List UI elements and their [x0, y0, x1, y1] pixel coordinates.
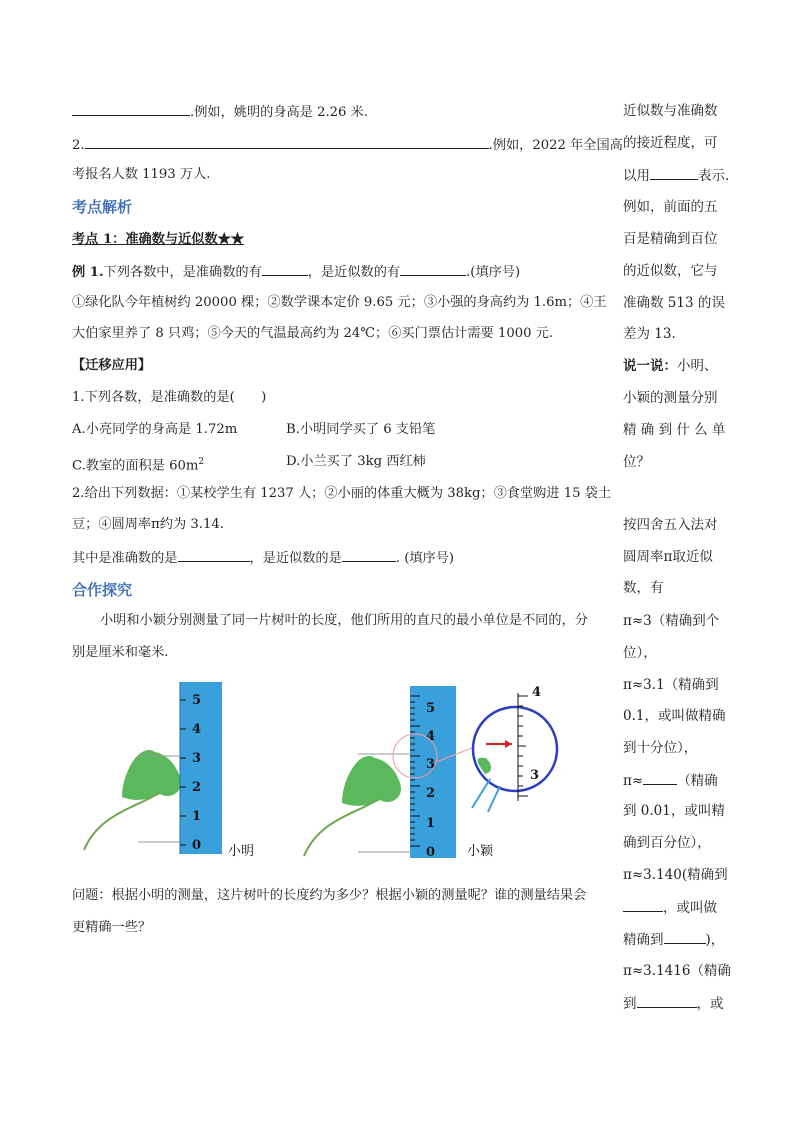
- explore-text-2: 别是厘米和毫米.: [72, 645, 169, 660]
- sidebar-line: [623, 994, 724, 1013]
- q2-text-a: 其中是准确数的是: [72, 551, 178, 566]
- tick-label: 4: [192, 722, 202, 737]
- sidebar-line: 的接近程度，可: [623, 135, 718, 151]
- sidebar-line: [623, 166, 729, 185]
- line-1: [72, 102, 368, 122]
- label-xiaoying: 小颖: [467, 844, 494, 859]
- sidebar-text: 小明、: [677, 358, 718, 374]
- superscript: 2: [198, 457, 205, 467]
- question-2-line-3: [72, 548, 454, 568]
- q2-text-c: . (填序号): [395, 551, 455, 566]
- sidebar-line: 到 0.01，或叫精: [623, 803, 725, 819]
- sidebar-line: 近似数与准确数: [623, 103, 718, 119]
- answer-blank[interactable]: [178, 548, 250, 562]
- example-q2: ，是近似数的有: [307, 265, 401, 280]
- zoom-circle: [472, 685, 557, 812]
- sidebar-line: 的近似数，它与: [623, 263, 718, 279]
- answer-blank[interactable]: [623, 898, 663, 912]
- line-2-num: 2.: [72, 138, 85, 153]
- sidebar-line: 小颖的测量分别: [623, 390, 718, 406]
- ruler-figure: [60, 672, 620, 872]
- option-d[interactable]: D.小兰买了 3kg 西红柿: [286, 454, 426, 469]
- sidebar-line: π≈3（精确到个: [623, 613, 720, 629]
- sidebar-text: 精确到: [623, 932, 664, 948]
- question-text-1: 问题：根据小明的测量，这片树叶的长度约为多少？根据小颖的测量呢？谁的测量结果会: [72, 888, 587, 903]
- example-items-2: 大伯家里养了 8 只鸡；⑤今天的气温最高约为 24℃；⑥买门票估计需要 1000 元.: [72, 326, 554, 341]
- sidebar-line: 精 确 到 什 么 单: [623, 422, 726, 438]
- sidebar-text: 表示.: [698, 168, 730, 184]
- tick-label: 4: [426, 729, 436, 744]
- example-q3: .(填序号): [466, 265, 521, 280]
- sidebar-line: [623, 930, 724, 949]
- option-b[interactable]: B.小明同学买了 6 支铅笔: [286, 422, 436, 437]
- question-2-line-1: 2.给出下列数据：①某校学生有 1237 人；②小丽的体重大概为 38kg；③食堂购进 15 袋土: [72, 486, 612, 501]
- sidebar-line: [623, 898, 717, 917]
- line-1-text: .例如，姚明的身高是 2.26 米.: [190, 105, 369, 120]
- ruler-right: [410, 686, 456, 860]
- sidebar-line: 0.1，或叫做精确: [623, 708, 726, 724]
- sidebar-line: 例如，前面的五: [623, 199, 718, 215]
- tick-label: 3: [530, 768, 540, 783]
- sidebar-line: 圆周率π取近似: [623, 549, 713, 565]
- explore-text-1: 小明和小颖分别测量了同一片树叶的长度，他们所用的直尺的最小单位是不同的，分: [100, 613, 588, 628]
- example-1: [72, 262, 520, 282]
- tick-label: 3: [192, 751, 202, 766]
- sidebar-text: )，: [705, 932, 725, 948]
- topic-heading: 考点 1：准确数与近似数★★: [72, 232, 245, 247]
- tick-label: 3: [426, 757, 436, 772]
- tick-label: 0: [192, 838, 202, 853]
- sidebar-line: 百是精确到百位: [623, 231, 718, 247]
- tick-label: 5: [426, 701, 436, 716]
- tick-label: 0: [426, 845, 436, 860]
- sidebar-line: 确到百分位），: [623, 835, 711, 851]
- sidebar-line: π≈3.1（精确到: [623, 677, 719, 693]
- sidebar-text: 到: [623, 996, 637, 1012]
- sidebar-line: [623, 771, 718, 790]
- sidebar-line: 位？: [623, 454, 650, 470]
- answer-blank[interactable]: [262, 262, 308, 276]
- question-text-2: 更精确一些？: [72, 920, 152, 935]
- sidebar-text: ，或: [696, 996, 724, 1012]
- sidebar-text: 以用: [623, 168, 650, 184]
- tick-label: 1: [426, 816, 436, 831]
- question-2-line-2: 豆；④圆周率π约为 3.14.: [72, 517, 224, 532]
- sidebar-line: 到十分位），: [623, 740, 698, 756]
- tick-label: 4: [532, 685, 542, 700]
- question-1: 1.下列各数，是准确数的是( ): [72, 390, 267, 405]
- sidebar-line: π≈3.140(精确到: [623, 867, 728, 883]
- transfer-heading: 【迁移应用】: [72, 358, 152, 373]
- line-3: 考报名人数 1193 万人.: [72, 167, 211, 182]
- sidebar-text: （精确: [677, 773, 718, 789]
- answer-blank[interactable]: [664, 930, 706, 944]
- section-heading-analysis: 考点解析: [72, 198, 133, 216]
- example-items-1: ①绿化队今年植树约 20000 棵；②数学课本定价 9.65 元；③小强的身高约为 1.6m；④王: [72, 295, 607, 310]
- sidebar-line: 数，有: [623, 580, 664, 596]
- tick-label: 5: [192, 693, 202, 708]
- answer-blank[interactable]: [342, 548, 396, 562]
- answer-blank[interactable]: [643, 771, 677, 785]
- sidebar-label: 说一说：: [623, 358, 677, 374]
- section-heading-explore: 合作探究: [72, 581, 133, 599]
- ruler-left: [180, 682, 222, 854]
- line-2: [72, 135, 623, 155]
- sidebar-line: π≈3.1416（精确: [623, 963, 731, 979]
- answer-blank[interactable]: [650, 166, 698, 180]
- sidebar-line: 位），: [623, 645, 657, 661]
- answer-blank[interactable]: [72, 102, 190, 116]
- example-q1: 下列各数中，是准确数的有: [103, 265, 262, 280]
- sidebar-line: 按四舍五入法对: [623, 517, 718, 533]
- q2-text-b: ，是近似数的是: [249, 551, 342, 566]
- sidebar-line: [623, 357, 718, 375]
- option-c[interactable]: [72, 453, 204, 475]
- tick-label: 1: [192, 809, 202, 824]
- answer-blank[interactable]: [400, 262, 466, 276]
- line-2-text: .例如，2022 年全国高: [488, 138, 623, 153]
- option-a[interactable]: A.小亮同学的身高是 1.72m: [72, 422, 238, 437]
- option-c-text: C.教室的面积是 60m: [72, 458, 199, 474]
- sidebar-text: π≈: [623, 773, 644, 789]
- tick-label: 2: [426, 786, 436, 801]
- leaf-right: [304, 754, 410, 856]
- tick-label: 2: [192, 780, 202, 795]
- example-label: 例 1.: [72, 265, 104, 280]
- label-xiaoming: 小明: [228, 844, 255, 859]
- answer-blank[interactable]: [85, 135, 489, 149]
- leaf-left: [84, 750, 181, 850]
- answer-blank[interactable]: [637, 994, 697, 1008]
- sidebar-text: ，或叫做: [663, 900, 717, 916]
- sidebar-line: 差为 13.: [623, 326, 676, 342]
- sidebar-line: 准确数 513 的误: [623, 295, 725, 311]
